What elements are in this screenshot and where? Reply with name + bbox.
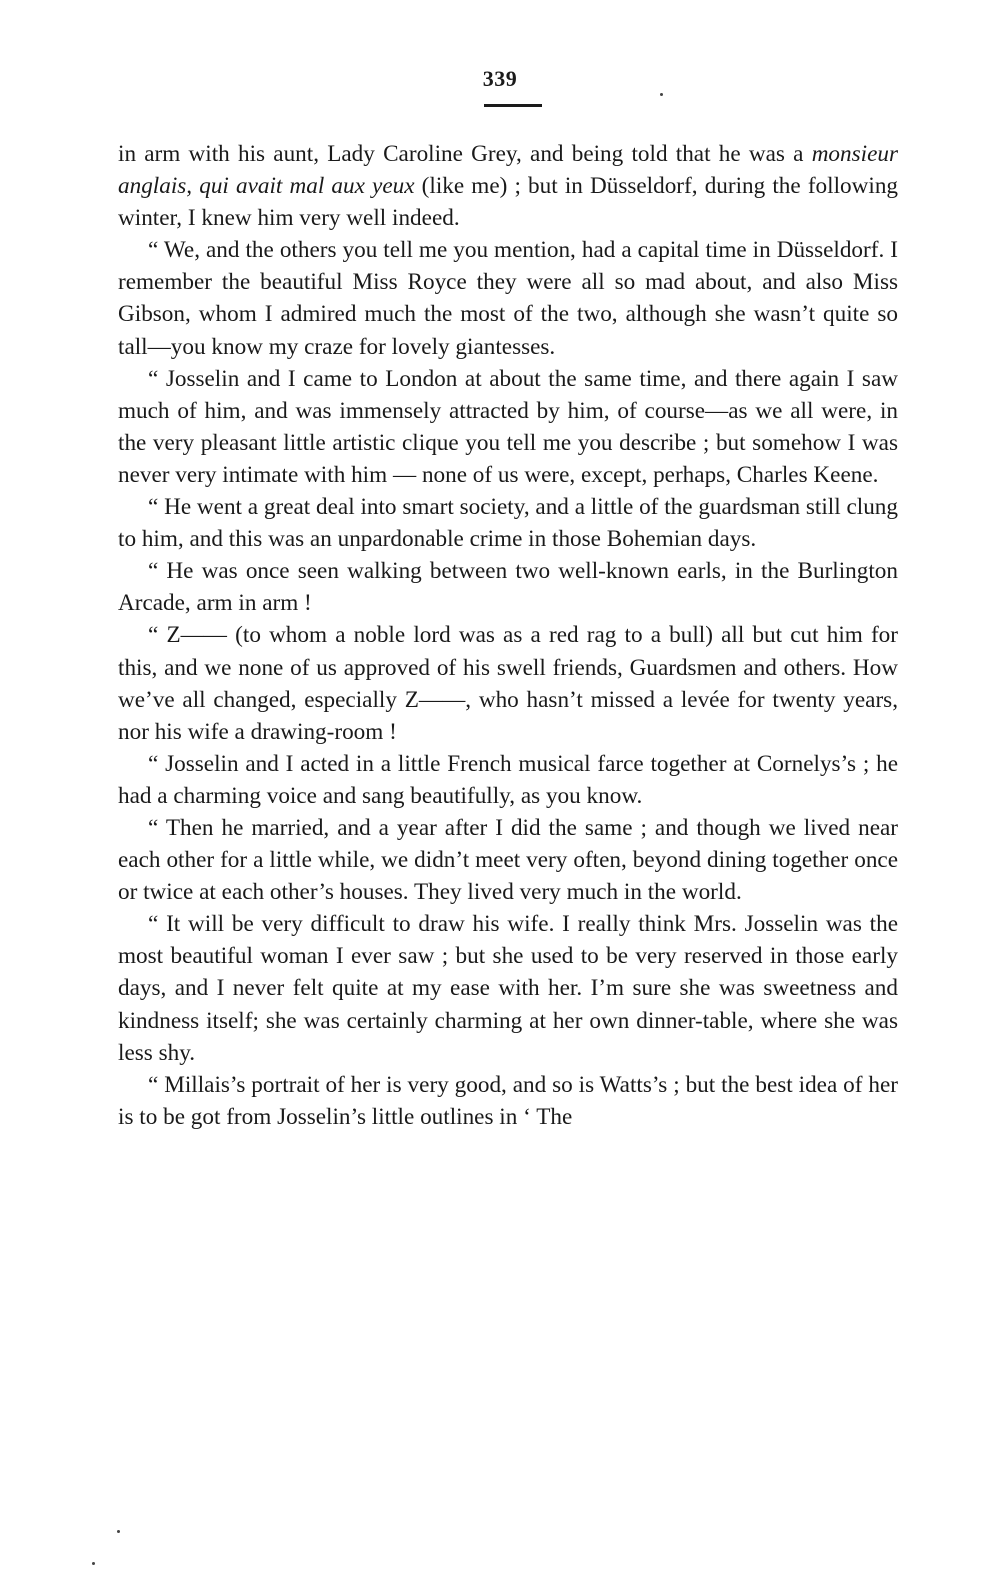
page-speck — [117, 1530, 120, 1533]
paragraph: “ Josselin and I acted in a little French musical farce together at Cornelys’s ; he had a charming voice and sang beautifully, as you know. — [118, 750, 898, 809]
paragraph-continued — [118, 138, 898, 234]
paragraph: “ It will be very difficult to draw his wife. I really think Mrs. Josselin was the most beautiful woman I ever saw ; but she used to be very reserved in those early days, and I never felt quite at my ease with her. I’m sure she was sweetness and kindness itself; she was certainly charming at her own dinner-table, where she was less shy. — [118, 911, 898, 1066]
paragraph: “ Josselin and I came to London at about the same time, and there again I saw much of him, and was immensely attracted by him, of course—as we all were, in the very pleasant little artistic clique you tell me you describe ; but somehow I was never very intimate with him — none of us were, except, perhaps, Charles Keene. — [118, 365, 898, 488]
paragraph: “ We, and the others you tell me you mention, had a capital time in Düsseldorf. I remember the beautiful Miss Royce they were all so mad about, and also Miss Gibson, whom I admired much the most of the two, although she wasn’t quite so tall—you know my craze for lovely giantesses. — [118, 237, 898, 360]
paragraph: “ He went a great deal into smart society, and a little of the guardsman still clung to him, and this was an unpardonable crime in those Bohemian days. — [118, 494, 898, 553]
paragraph: “ Then he married, and a year after I did the same ; and though we lived near each other for a little while, we didn’t meet very often, beyond dining together once or twice at each other’s houses. They lived very much in the world. — [118, 814, 898, 906]
paragraph: “ Millais’s portrait of her is very good, and so is Watts’s ; but the best idea of her is to be got from Josselin’s little outlines in ‘ The — [118, 1071, 898, 1130]
italic-french-phrase: monsieur anglais, qui avait mal aux yeux — [118, 141, 898, 200]
paragraph-text: (like me) ; but in Düsseldorf, during the following winter, I knew him very well indeed. — [118, 173, 899, 232]
page-number-rule — [484, 104, 542, 107]
body-text — [118, 138, 898, 1133]
paragraph-text: in arm with his aunt, Lady Caroline Grey, and being told that he was a — [118, 141, 812, 167]
page-number: 339 — [482, 66, 518, 91]
paragraph: “ Z—— (to whom a noble lord was as a red rag to a bull) all but cut him for this, and we none of us approved of his swell friends, Guardsmen and others. How we’ve all changed, especially Z——, who hasn’t missed a levée for twenty years, nor his wife a drawing-room ! — [118, 622, 898, 745]
paragraph: “ He was once seen walking between two well-known earls, in the Burlington Arcade, arm in arm ! — [118, 558, 898, 617]
page-speck — [92, 1562, 95, 1565]
page-speck — [660, 93, 663, 96]
